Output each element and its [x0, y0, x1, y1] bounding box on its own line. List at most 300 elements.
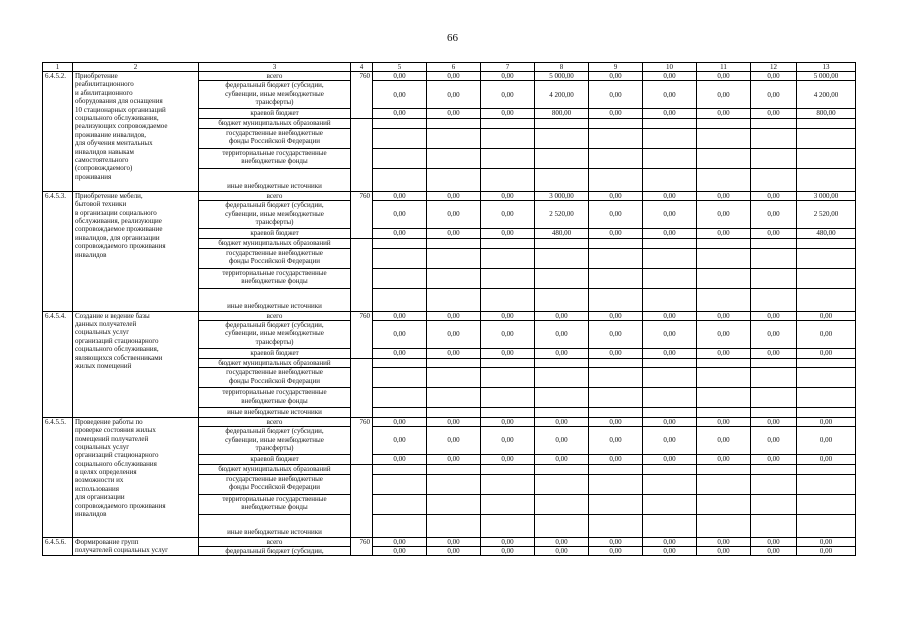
amount-cell: 0,00: [373, 81, 427, 109]
empty-cell: [427, 268, 481, 288]
amount-cell: 0,00: [481, 72, 535, 81]
amount-cell: 0,00: [589, 229, 643, 239]
empty-cell: [643, 368, 697, 388]
amount-cell: 0,00: [535, 311, 589, 320]
amount-cell: 0,00: [697, 320, 751, 348]
empty-cell: [427, 168, 481, 191]
amount-cell: 0,00: [643, 427, 697, 455]
empty-cell: [797, 368, 856, 388]
empty-cell: [535, 368, 589, 388]
amount-cell: 0,00: [481, 427, 535, 455]
column-header: 9: [589, 63, 643, 72]
amount-cell: 0,00: [427, 546, 481, 555]
empty-cell: [535, 119, 589, 128]
amount-cell: 0,00: [481, 109, 535, 119]
empty-cell: [481, 408, 535, 417]
column-header: 13: [797, 63, 856, 72]
empty-cell: [797, 288, 856, 311]
amount-cell: 0,00: [481, 311, 535, 320]
empty-cell: [751, 408, 797, 417]
empty-cell: [351, 239, 373, 311]
empty-cell: [535, 268, 589, 288]
empty-cell: [697, 268, 751, 288]
column-header-row: [43, 63, 856, 72]
empty-cell: [751, 514, 797, 537]
amount-cell: 0,00: [535, 348, 589, 358]
amount-cell: 0,00: [481, 320, 535, 348]
amount-cell: 0,00: [643, 109, 697, 119]
amount-cell: 0,00: [797, 311, 856, 320]
empty-cell: [589, 474, 643, 494]
funding-source: федеральный бюджет (субсидии, субвенции, иные межбюджетные трансферты): [199, 320, 351, 348]
amount-cell: 0,00: [427, 455, 481, 465]
funding-source: государственные внебюджетные фонды Российской Федерации: [199, 368, 351, 388]
amount-cell: 0,00: [589, 311, 643, 320]
amount-cell: 0,00: [697, 455, 751, 465]
empty-cell: [797, 358, 856, 367]
empty-cell: [797, 268, 856, 288]
empty-cell: [643, 465, 697, 474]
empty-cell: [351, 119, 373, 191]
amount-cell: 0,00: [697, 201, 751, 229]
item-name: Приобретение мебели, бытовой техники в организации социального обслуживания, реализующие сопровождаемое проживание инвалидов, для организации сопровождаемого проживания инвалидов: [73, 191, 199, 311]
empty-cell: [535, 514, 589, 537]
empty-cell: [535, 465, 589, 474]
empty-cell: [797, 128, 856, 148]
empty-cell: [643, 128, 697, 148]
empty-cell: [751, 388, 797, 408]
amount-cell: 0,00: [427, 191, 481, 200]
amount-cell: 0,00: [751, 72, 797, 81]
amount-cell: 0,00: [797, 455, 856, 465]
amount-cell: 4 200,00: [797, 81, 856, 109]
item-code: 6.4.5.5.: [43, 417, 73, 537]
empty-cell: [373, 408, 427, 417]
amount-cell: 2 520,00: [535, 201, 589, 229]
page-number: 66: [447, 32, 458, 44]
amount-cell: 0,00: [427, 320, 481, 348]
empty-cell: [589, 239, 643, 248]
amount-cell: 0,00: [697, 417, 751, 426]
empty-cell: [589, 119, 643, 128]
empty-cell: [797, 119, 856, 128]
empty-cell: [797, 474, 856, 494]
empty-cell: [697, 148, 751, 168]
amount-cell: 0,00: [373, 72, 427, 81]
empty-cell: [373, 514, 427, 537]
empty-cell: [751, 465, 797, 474]
item-name: Проведение работы по проверке состояния жилых помещений получателей социальных услуг организаций стационарного социального обслуживания в целях определения возможности их использования для организации сопровождаемого проживания инвалидов: [73, 417, 199, 537]
amount-cell: 0,00: [535, 455, 589, 465]
funding-source: иные внебюджетные источники: [199, 168, 351, 191]
amount-cell: 480,00: [797, 229, 856, 239]
amount-cell: 0,00: [697, 109, 751, 119]
empty-cell: [481, 368, 535, 388]
empty-cell: [589, 248, 643, 268]
empty-cell: [589, 148, 643, 168]
amount-cell: 0,00: [535, 320, 589, 348]
amount-cell: 0,00: [373, 229, 427, 239]
empty-cell: [481, 119, 535, 128]
empty-cell: [427, 368, 481, 388]
empty-cell: [643, 388, 697, 408]
amount-cell: 3 000,00: [797, 191, 856, 200]
amount-cell: 0,00: [535, 546, 589, 555]
amount-cell: 0,00: [373, 455, 427, 465]
empty-cell: [427, 119, 481, 128]
empty-cell: [373, 465, 427, 474]
empty-cell: [797, 388, 856, 408]
amount-cell: 0,00: [481, 229, 535, 239]
empty-cell: [481, 268, 535, 288]
amount-cell: 0,00: [643, 72, 697, 81]
amount-cell: 0,00: [751, 417, 797, 426]
empty-cell: [481, 465, 535, 474]
funding-source: федеральный бюджет (субсидии, субвенции, иные межбюджетные трансферты): [199, 427, 351, 455]
amount-cell: 0,00: [427, 348, 481, 358]
column-header: 3: [199, 63, 351, 72]
empty-cell: [373, 248, 427, 268]
funding-source: иные внебюджетные источники: [199, 408, 351, 417]
funding-source: всего: [199, 72, 351, 81]
empty-cell: [751, 474, 797, 494]
amount-cell: 800,00: [535, 109, 589, 119]
empty-cell: [373, 268, 427, 288]
item-code: 6.4.5.3.: [43, 191, 73, 311]
amount-cell: 5 000,00: [797, 72, 856, 81]
funding-source: федеральный бюджет (субсидии, субвенции, иные межбюджетные трансферты): [199, 81, 351, 109]
amount-cell: 0,00: [535, 427, 589, 455]
funding-source: иные внебюджетные источники: [199, 514, 351, 537]
amount-cell: 0,00: [697, 191, 751, 200]
amount-cell: 0,00: [797, 546, 856, 555]
empty-cell: [697, 239, 751, 248]
empty-cell: [535, 494, 589, 514]
amount-cell: 0,00: [697, 427, 751, 455]
amount-cell: 0,00: [751, 455, 797, 465]
empty-cell: [535, 168, 589, 191]
amount-cell: 0,00: [481, 81, 535, 109]
column-header: 6: [427, 63, 481, 72]
funding-source: территориальные государственные внебюджетные фонды: [199, 494, 351, 514]
empty-cell: [697, 248, 751, 268]
amount-cell: 0,00: [427, 72, 481, 81]
empty-cell: [427, 148, 481, 168]
funding-source: территориальные государственные внебюджетные фонды: [199, 388, 351, 408]
amount-cell: 0,00: [751, 537, 797, 546]
empty-cell: [643, 168, 697, 191]
empty-cell: [751, 494, 797, 514]
empty-cell: [643, 148, 697, 168]
empty-cell: [535, 239, 589, 248]
empty-cell: [589, 358, 643, 367]
empty-cell: [697, 408, 751, 417]
amount-cell: 0,00: [751, 109, 797, 119]
empty-cell: [751, 168, 797, 191]
empty-cell: [751, 148, 797, 168]
amount-cell: 0,00: [373, 320, 427, 348]
amount-cell: 0,00: [751, 191, 797, 200]
empty-cell: [751, 248, 797, 268]
empty-cell: [589, 128, 643, 148]
empty-cell: [427, 128, 481, 148]
amount-cell: 0,00: [481, 455, 535, 465]
empty-cell: [643, 268, 697, 288]
amount-cell: 0,00: [481, 201, 535, 229]
column-header: 11: [697, 63, 751, 72]
item-code-760: 760: [351, 417, 373, 464]
funding-source: краевой бюджет: [199, 109, 351, 119]
empty-cell: [751, 128, 797, 148]
amount-cell: 0,00: [373, 427, 427, 455]
amount-cell: 0,00: [481, 537, 535, 546]
empty-cell: [427, 388, 481, 408]
amount-cell: 0,00: [751, 311, 797, 320]
empty-cell: [427, 239, 481, 248]
amount-cell: 0,00: [373, 191, 427, 200]
column-header: 2: [73, 63, 199, 72]
amount-cell: 0,00: [373, 201, 427, 229]
funding-source: краевой бюджет: [199, 229, 351, 239]
amount-cell: 0,00: [589, 201, 643, 229]
table-row: [43, 72, 856, 81]
empty-cell: [427, 514, 481, 537]
empty-cell: [373, 288, 427, 311]
empty-cell: [751, 268, 797, 288]
amount-cell: 0,00: [589, 546, 643, 555]
empty-cell: [481, 388, 535, 408]
empty-cell: [697, 474, 751, 494]
empty-cell: [697, 168, 751, 191]
empty-cell: [535, 408, 589, 417]
empty-cell: [373, 388, 427, 408]
empty-cell: [797, 494, 856, 514]
empty-cell: [373, 494, 427, 514]
amount-cell: 3 000,00: [535, 191, 589, 200]
empty-cell: [481, 494, 535, 514]
empty-cell: [697, 465, 751, 474]
empty-cell: [373, 119, 427, 128]
empty-cell: [427, 408, 481, 417]
amount-cell: 0,00: [751, 320, 797, 348]
empty-cell: [697, 288, 751, 311]
item-code-760: 760: [351, 191, 373, 238]
empty-cell: [797, 239, 856, 248]
item-code: 6.4.5.2.: [43, 72, 73, 192]
empty-cell: [373, 474, 427, 494]
funding-source: территориальные государственные внебюджетные фонды: [199, 148, 351, 168]
column-header: 7: [481, 63, 535, 72]
funding-source: бюджет муниципальных образований: [199, 358, 351, 367]
amount-cell: 0,00: [589, 455, 643, 465]
empty-cell: [373, 368, 427, 388]
empty-cell: [797, 168, 856, 191]
empty-cell: [643, 408, 697, 417]
amount-cell: 0,00: [427, 229, 481, 239]
empty-cell: [697, 514, 751, 537]
empty-cell: [697, 368, 751, 388]
empty-cell: [697, 388, 751, 408]
empty-cell: [797, 465, 856, 474]
amount-cell: 800,00: [797, 109, 856, 119]
amount-cell: 0,00: [427, 311, 481, 320]
amount-cell: 0,00: [751, 546, 797, 555]
empty-cell: [373, 239, 427, 248]
amount-cell: 4 200,00: [535, 81, 589, 109]
amount-cell: 0,00: [589, 427, 643, 455]
empty-cell: [373, 168, 427, 191]
amount-cell: 0,00: [589, 537, 643, 546]
funding-source: государственные внебюджетные фонды Российской Федерации: [199, 128, 351, 148]
budget-table: [42, 62, 856, 556]
amount-cell: 0,00: [589, 72, 643, 81]
empty-cell: [643, 288, 697, 311]
empty-cell: [589, 388, 643, 408]
empty-cell: [535, 388, 589, 408]
empty-cell: [797, 248, 856, 268]
amount-cell: 0,00: [751, 229, 797, 239]
amount-cell: 0,00: [697, 311, 751, 320]
empty-cell: [797, 514, 856, 537]
amount-cell: 0,00: [643, 81, 697, 109]
amount-cell: 0,00: [751, 427, 797, 455]
empty-cell: [481, 248, 535, 268]
empty-cell: [797, 148, 856, 168]
empty-cell: [697, 494, 751, 514]
funding-source: бюджет муниципальных образований: [199, 465, 351, 474]
funding-source: государственные внебюджетные фонды Российской Федерации: [199, 474, 351, 494]
empty-cell: [427, 288, 481, 311]
empty-cell: [643, 239, 697, 248]
amount-cell: 0,00: [797, 427, 856, 455]
amount-cell: 0,00: [643, 311, 697, 320]
funding-source: всего: [199, 537, 351, 546]
empty-cell: [427, 494, 481, 514]
empty-cell: [589, 368, 643, 388]
funding-source: всего: [199, 417, 351, 426]
amount-cell: 0,00: [589, 109, 643, 119]
amount-cell: 0,00: [427, 417, 481, 426]
amount-cell: 0,00: [589, 348, 643, 358]
amount-cell: 0,00: [589, 320, 643, 348]
empty-cell: [751, 358, 797, 367]
empty-cell: [643, 248, 697, 268]
amount-cell: 0,00: [751, 201, 797, 229]
amount-cell: 0,00: [373, 348, 427, 358]
amount-cell: 0,00: [643, 455, 697, 465]
amount-cell: 0,00: [643, 191, 697, 200]
empty-cell: [427, 465, 481, 474]
amount-cell: 0,00: [589, 191, 643, 200]
amount-cell: 0,00: [427, 201, 481, 229]
amount-cell: 0,00: [697, 537, 751, 546]
amount-cell: 0,00: [643, 417, 697, 426]
empty-cell: [643, 474, 697, 494]
empty-cell: [643, 358, 697, 367]
empty-cell: [535, 288, 589, 311]
amount-cell: 0,00: [481, 348, 535, 358]
table-row: [43, 191, 856, 200]
amount-cell: 0,00: [643, 348, 697, 358]
empty-cell: [481, 514, 535, 537]
empty-cell: [481, 168, 535, 191]
amount-cell: 0,00: [797, 348, 856, 358]
funding-source: всего: [199, 191, 351, 200]
amount-cell: 0,00: [697, 546, 751, 555]
column-header: 8: [535, 63, 589, 72]
funding-source: краевой бюджет: [199, 455, 351, 465]
amount-cell: 0,00: [751, 81, 797, 109]
amount-cell: 0,00: [481, 191, 535, 200]
funding-source: всего: [199, 311, 351, 320]
funding-source: территориальные государственные внебюджетные фонды: [199, 268, 351, 288]
funding-source: федеральный бюджет (субсидии,: [199, 546, 351, 555]
amount-cell: 0,00: [797, 417, 856, 426]
item-code: 6.4.5.4.: [43, 311, 73, 417]
funding-source: бюджет муниципальных образований: [199, 119, 351, 128]
empty-cell: [535, 358, 589, 367]
amount-cell: 0,00: [535, 537, 589, 546]
empty-cell: [373, 128, 427, 148]
funding-source: краевой бюджет: [199, 348, 351, 358]
empty-cell: [751, 368, 797, 388]
empty-cell: [589, 514, 643, 537]
funding-source: бюджет муниципальных образований: [199, 239, 351, 248]
amount-cell: 0,00: [481, 546, 535, 555]
item-code-760: 760: [351, 537, 373, 556]
empty-cell: [589, 494, 643, 514]
empty-cell: [697, 128, 751, 148]
empty-cell: [351, 465, 373, 537]
amount-cell: 2 520,00: [797, 201, 856, 229]
empty-cell: [481, 128, 535, 148]
amount-cell: 0,00: [797, 537, 856, 546]
amount-cell: 0,00: [373, 537, 427, 546]
empty-cell: [643, 494, 697, 514]
column-header: 1: [43, 63, 73, 72]
empty-cell: [373, 358, 427, 367]
amount-cell: 0,00: [589, 417, 643, 426]
empty-cell: [481, 358, 535, 367]
item-name: Приобретение реабилитационного и абилитационного оборудования для оснащения 10 стационарных организаций социального обслуживания, реализующих сопровождаемое проживание инвалидов, для обучения ментальных инвалидов навыкам самостоятельного (сопровождаемого) проживания: [73, 72, 199, 192]
empty-cell: [535, 248, 589, 268]
amount-cell: 0,00: [427, 537, 481, 546]
empty-cell: [535, 474, 589, 494]
empty-cell: [751, 288, 797, 311]
item-code-760: 760: [351, 311, 373, 358]
item-code: 6.4.5.6.: [43, 537, 73, 556]
column-header: 5: [373, 63, 427, 72]
item-name: Формирование групп получателей социальных услуг: [73, 537, 199, 556]
empty-cell: [751, 239, 797, 248]
amount-cell: 0,00: [797, 320, 856, 348]
amount-cell: 480,00: [535, 229, 589, 239]
empty-cell: [427, 248, 481, 268]
empty-cell: [589, 168, 643, 191]
empty-cell: [697, 358, 751, 367]
amount-cell: 0,00: [697, 72, 751, 81]
empty-cell: [427, 474, 481, 494]
funding-source: иные внебюджетные источники: [199, 288, 351, 311]
empty-cell: [643, 119, 697, 128]
empty-cell: [697, 119, 751, 128]
amount-cell: 0,00: [427, 109, 481, 119]
amount-cell: 0,00: [373, 546, 427, 555]
empty-cell: [481, 239, 535, 248]
amount-cell: 0,00: [481, 417, 535, 426]
amount-cell: 0,00: [643, 546, 697, 555]
amount-cell: 0,00: [643, 229, 697, 239]
